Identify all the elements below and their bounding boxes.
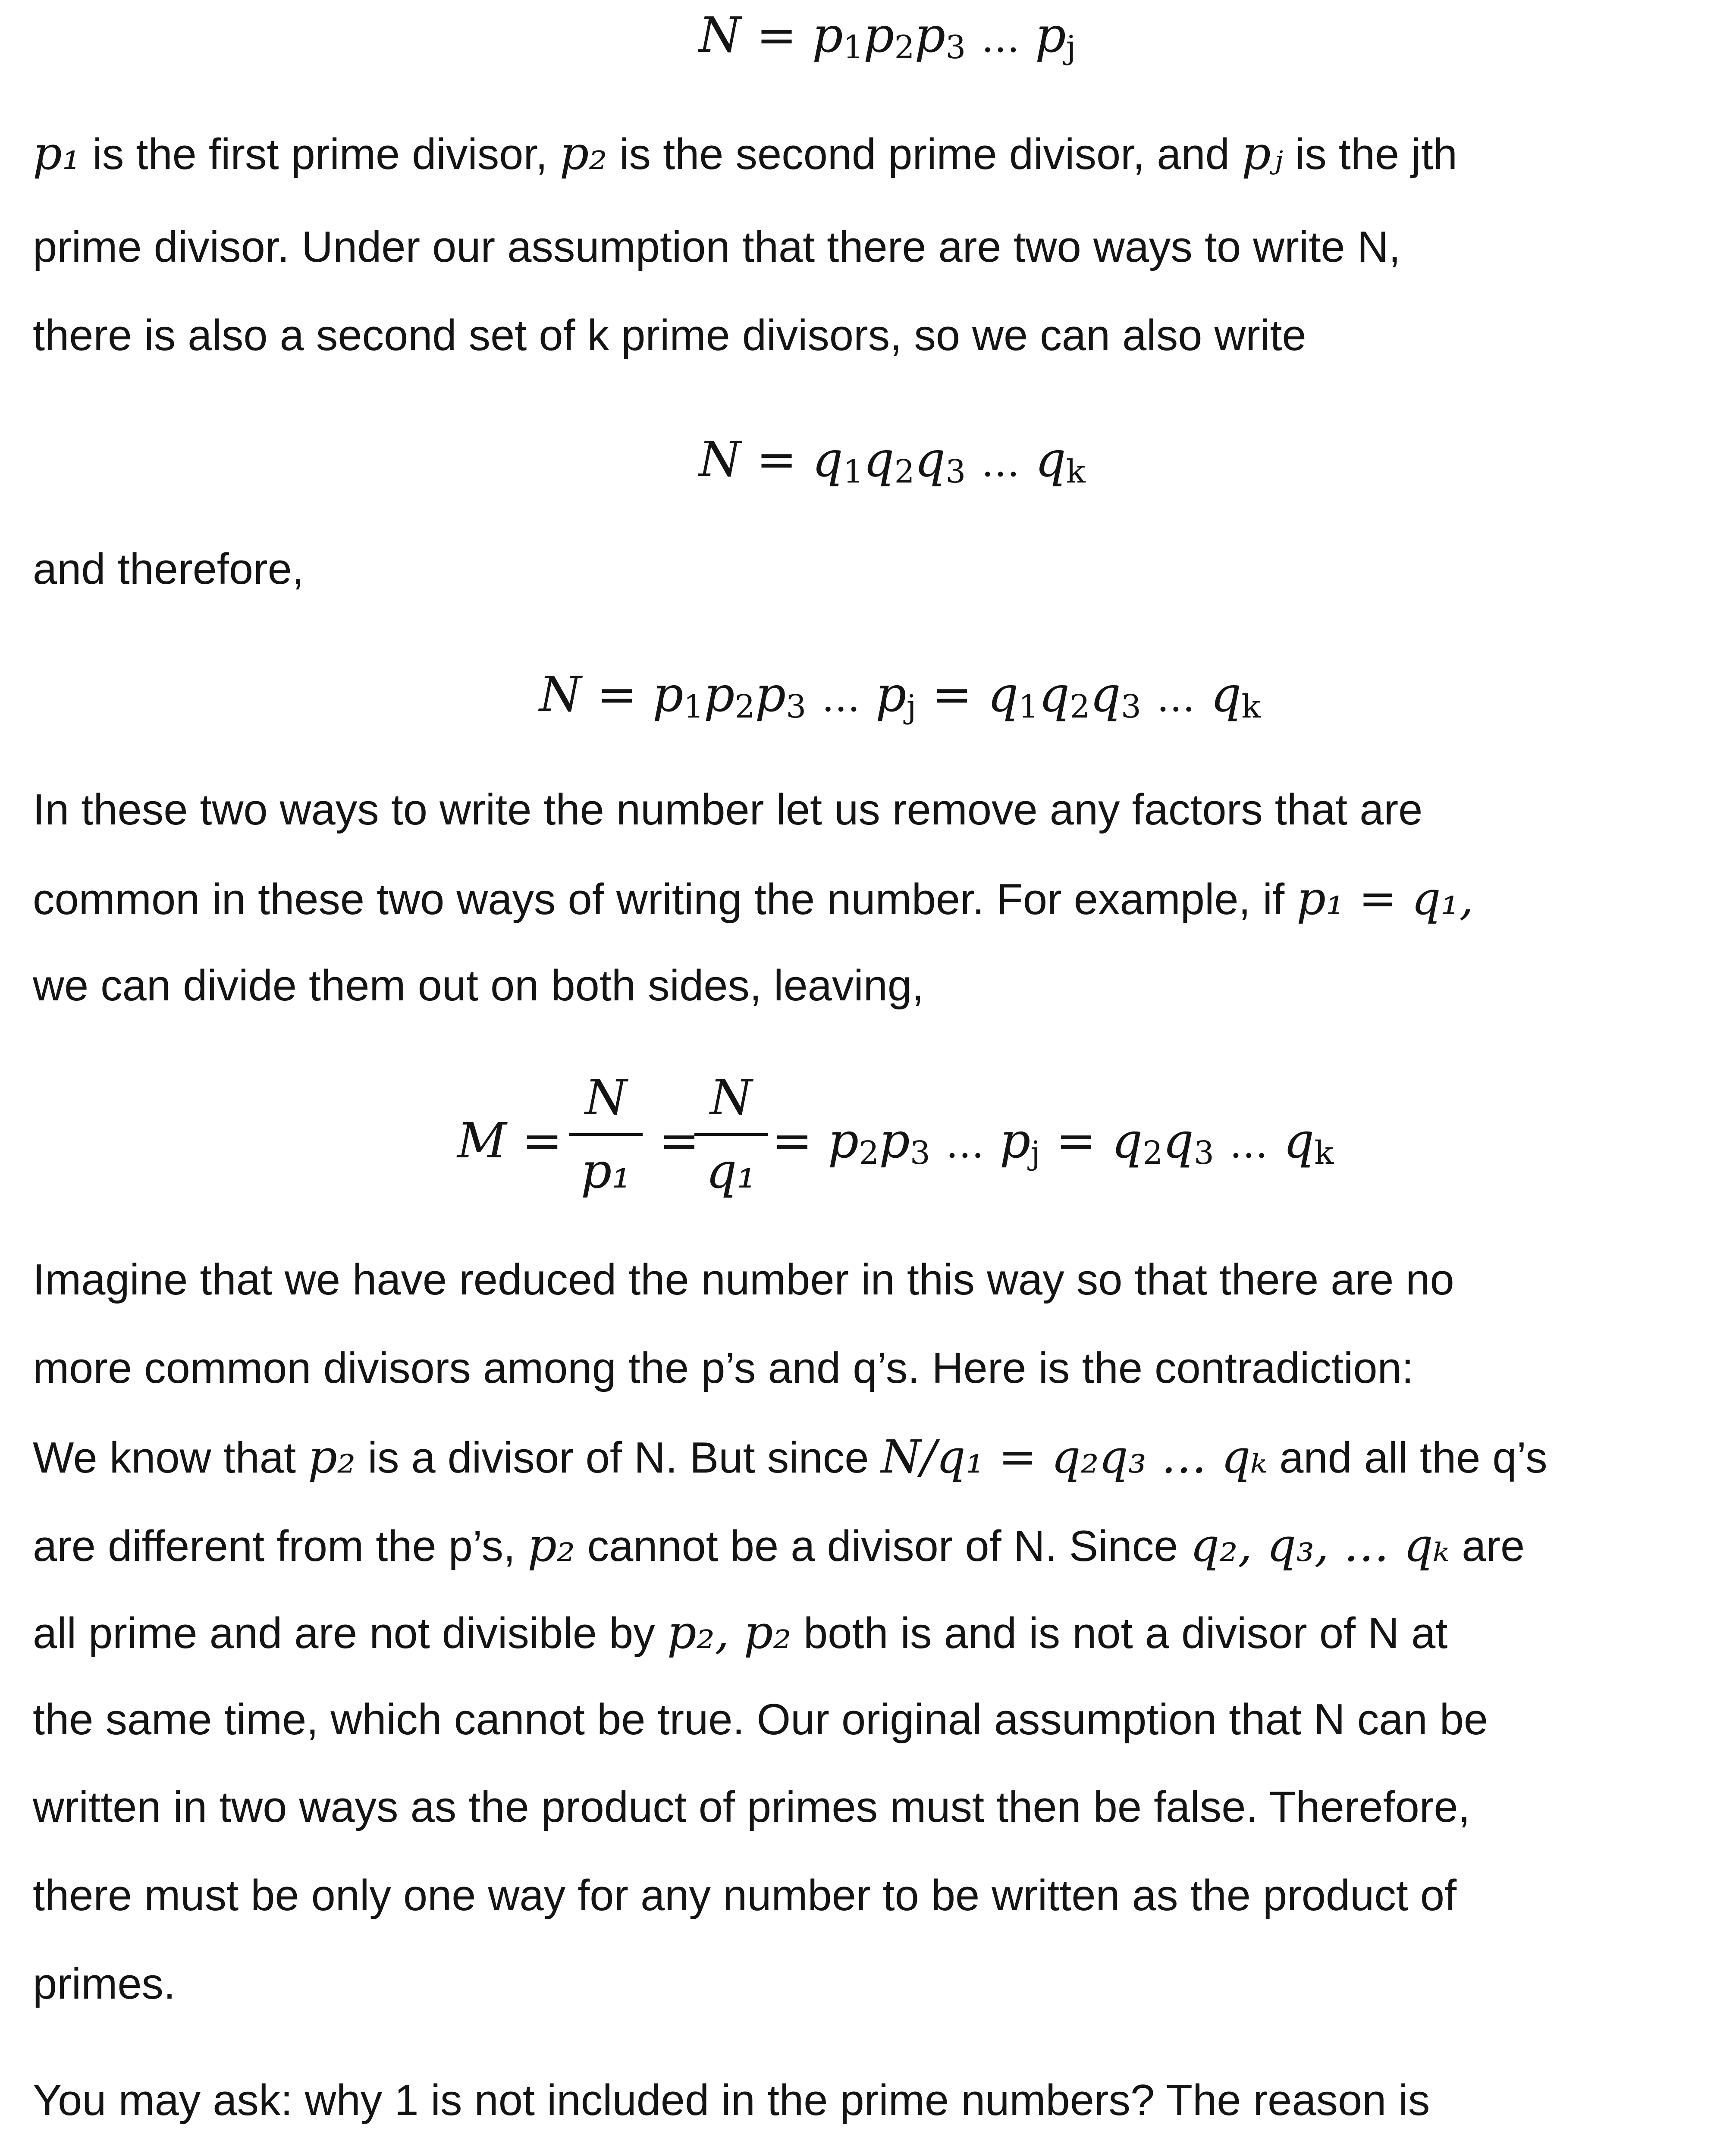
math-p1: p₁ bbox=[33, 127, 81, 180]
text-run: both is and is not a divisor of N at bbox=[791, 1609, 1448, 1658]
text-run: is the first prime divisor, bbox=[80, 130, 560, 179]
fraction-numerator: N bbox=[585, 1070, 627, 1126]
text-run: is the second prime divisor, and bbox=[607, 130, 1242, 179]
text-run: are different from the p’s, bbox=[33, 1522, 528, 1570]
para2-line3: we can divide them out on both sides, leaving, bbox=[33, 962, 924, 1010]
para3-line7: written in two ways as the product of primes must then be false. Therefore, bbox=[33, 1783, 1470, 1831]
math-p2: p₂ bbox=[559, 127, 608, 180]
fraction-denominator: q₁ bbox=[706, 1143, 756, 1199]
para3-line2: more common divisors among the p’s and q’s. Here is the contradiction: bbox=[33, 1344, 1414, 1392]
para2-line2 bbox=[33, 872, 1474, 925]
fraction-numerator: N bbox=[710, 1070, 752, 1126]
fraction-n-over-q1 bbox=[694, 1070, 768, 1199]
math-pj: pⱼ bbox=[1241, 127, 1283, 180]
math-n-over-q1: N/q₁ = q₂q₃ … qₖ bbox=[881, 1430, 1268, 1483]
para4-line1: You may ask: why 1 is not included in the prime numbers? The reason is bbox=[33, 2076, 1430, 2125]
equation-n-equals-p-product: $N = p_1p_2p_3$ … $p_j$ bbox=[699, 7, 1076, 66]
math-p1-equals-q1: p₁ = q₁, bbox=[1296, 872, 1474, 925]
para3-line8: there must be only one way for any number to be written as the product of bbox=[33, 1871, 1457, 1920]
text-run: and all the q’s bbox=[1267, 1434, 1547, 1482]
para3-line6: the same time, which cannot be true. Our original assumption that N can be bbox=[33, 1695, 1488, 1744]
math-p2-p2: p₂, p₂ bbox=[667, 1606, 791, 1659]
text-run: all prime and are not divisible by bbox=[33, 1609, 667, 1658]
eq4-equals: = bbox=[659, 1113, 700, 1169]
para3-line1: Imagine that we have reduced the number in this way so that there are no bbox=[33, 1256, 1454, 1304]
text-run: is the jth bbox=[1283, 130, 1457, 179]
fraction-bar bbox=[694, 1133, 768, 1136]
para3-line5 bbox=[33, 1606, 1448, 1659]
para3-line9: primes. bbox=[33, 1960, 176, 2008]
para1-line3: there is also a second set of k prime divisors, so we can also write bbox=[33, 311, 1306, 360]
eq4-lhs: M = bbox=[457, 1113, 563, 1169]
eq4-rhs: = $p_2p_3$ … $p_j = q_2q_3$ … $q_k$ bbox=[772, 1113, 1334, 1172]
text-run: cannot be a divisor of N. Since bbox=[575, 1522, 1190, 1570]
para1-line1 bbox=[33, 127, 1457, 180]
text-run: common in these two ways of writing the number. For example, if bbox=[33, 875, 1297, 924]
para1-line2: prime divisor. Under our assumption that there are two ways to write N, bbox=[33, 223, 1401, 271]
para3-line4 bbox=[33, 1519, 1525, 1572]
math-q-list: q₂, q₃, … qₖ bbox=[1190, 1519, 1450, 1572]
text-run: is a divisor of N. But since bbox=[355, 1434, 881, 1482]
text-run: are bbox=[1450, 1522, 1525, 1570]
and-therefore: and therefore, bbox=[33, 545, 304, 593]
equation-n-equals-q-product: $N = q_1q_2q_3$ … $q_k$ bbox=[699, 432, 1086, 490]
math-p2: p₂ bbox=[308, 1430, 356, 1483]
fraction-denominator: p₁ bbox=[581, 1143, 631, 1199]
para2-line1: In these two ways to write the number let us remove any factors that are bbox=[33, 786, 1423, 834]
fraction-bar bbox=[569, 1133, 643, 1136]
para3-line3 bbox=[33, 1430, 1547, 1483]
text-run: We know that bbox=[33, 1434, 308, 1482]
equation-two-factorizations: $N = p_1p_2p_3$ … $p_j = q_1q_2q_3$ … $q_k$ bbox=[539, 667, 1261, 725]
fraction-n-over-p1 bbox=[569, 1070, 643, 1199]
math-p2: p₂ bbox=[527, 1519, 575, 1572]
